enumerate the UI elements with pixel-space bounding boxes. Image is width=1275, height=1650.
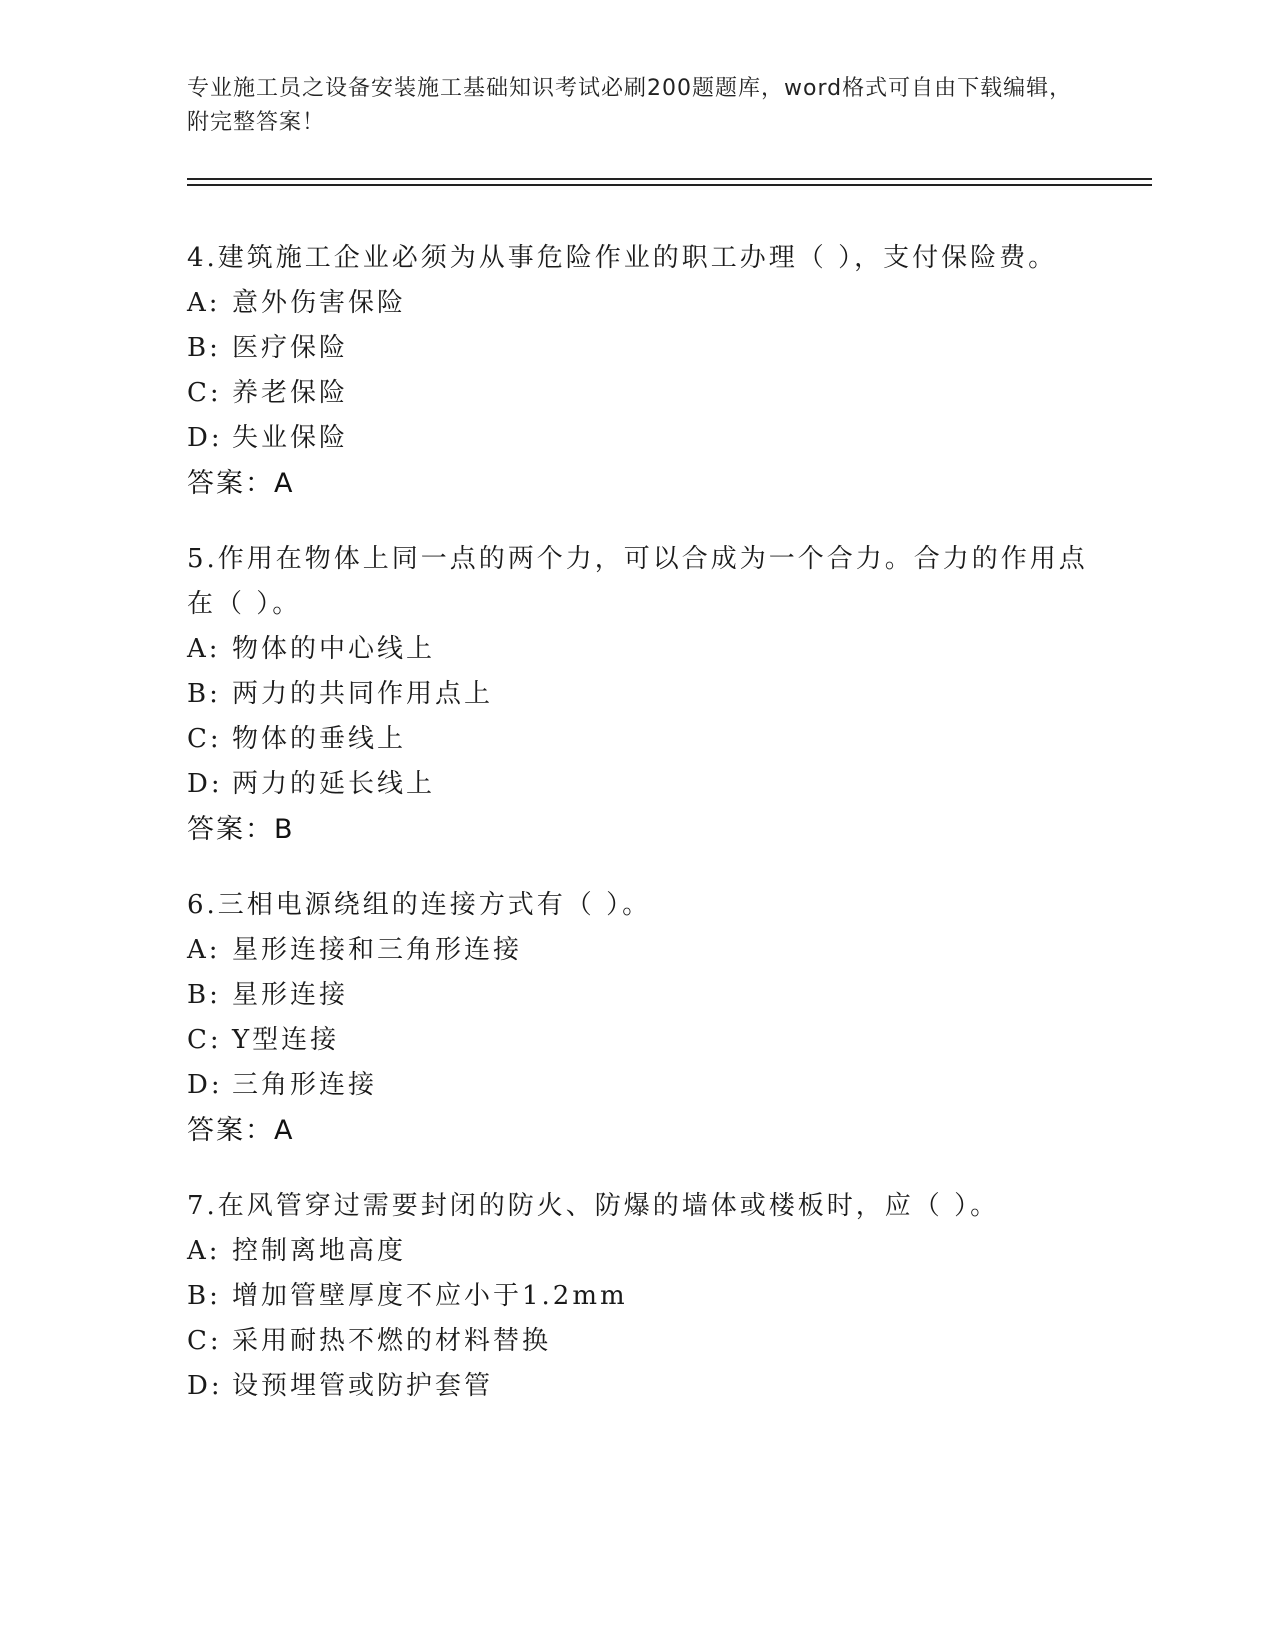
option-text: 控制离地高度 [232, 1236, 407, 1266]
option-text: 三角形连接 [232, 1070, 378, 1100]
option-letter: A: [187, 634, 221, 664]
header-divider-bottom [187, 184, 1152, 186]
option-text: 增加管壁厚度不应小于1.2mm [232, 1281, 628, 1311]
option-letter: C: [187, 1025, 222, 1055]
option-c [187, 371, 1107, 416]
answer-value: A [274, 1115, 295, 1146]
option-text: 两力的共同作用点上 [232, 679, 494, 709]
answer-value: B [274, 814, 295, 845]
option-text: 星形连接 [232, 980, 349, 1010]
option-letter: B: [187, 679, 221, 709]
header-divider-top [187, 178, 1152, 180]
option-text: Y型连接 [232, 1025, 340, 1055]
option-d [187, 762, 1107, 807]
option-letter: C: [187, 1326, 222, 1356]
option-text: 两力的延长线上 [232, 769, 436, 799]
option-d [187, 1063, 1107, 1108]
question-7 [187, 1184, 1107, 1409]
option-c [187, 1319, 1107, 1364]
option-text: 星形连接和三角形连接 [232, 935, 523, 965]
option-letter: C: [187, 724, 222, 754]
question-stem: 4.建筑施工企业必须为从事危险作业的职工办理（ ），支付保险费。 [187, 243, 1058, 273]
option-letter: D: [187, 1371, 223, 1401]
option-text: 医疗保险 [232, 333, 349, 363]
option-letter: A: [187, 288, 221, 318]
option-letter: D: [187, 1070, 223, 1100]
option-a [187, 627, 1107, 672]
option-b [187, 973, 1107, 1018]
option-text: 物体的垂线上 [232, 724, 407, 754]
option-letter: B: [187, 333, 221, 363]
option-text: 采用耐热不燃的材料替换 [232, 1326, 552, 1356]
option-letter: B: [187, 1281, 221, 1311]
answer-line [187, 1108, 1107, 1154]
question-stem: 7.在风管穿过需要封闭的防火、防爆的墙体或楼板时，应（ ）。 [187, 1191, 1000, 1221]
option-a [187, 928, 1107, 973]
document-title: 专业施工员之设备安装施工基础知识考试必刷200题题库，word格式可自由下载编辑，附完整答案！ [187, 76, 1073, 135]
option-d [187, 416, 1107, 461]
question-list [187, 236, 1107, 1439]
option-letter: C: [187, 378, 222, 408]
option-letter: A: [187, 935, 221, 965]
option-a [187, 281, 1107, 326]
option-b [187, 326, 1107, 371]
answer-line [187, 461, 1107, 507]
option-text: 设预埋管或防护套管 [232, 1371, 494, 1401]
option-letter: D: [187, 423, 223, 453]
option-b [187, 1274, 1107, 1319]
answer-label: 答案： [187, 468, 274, 499]
question-6 [187, 883, 1107, 1154]
answer-label: 答案： [187, 1115, 274, 1146]
question-5 [187, 537, 1107, 853]
option-text: 失业保险 [232, 423, 349, 453]
answer-line [187, 807, 1107, 853]
option-d [187, 1364, 1107, 1409]
option-letter: D: [187, 769, 223, 799]
option-text: 物体的中心线上 [232, 634, 436, 664]
question-4 [187, 236, 1107, 507]
document-header [187, 72, 1087, 140]
answer-value: A [274, 468, 295, 499]
question-stem: 5.作用在物体上同一点的两个力，可以合成为一个合力。合力的作用点在（ ）。 [187, 544, 1088, 619]
option-text: 意外伤害保险 [232, 288, 407, 318]
question-stem: 6.三相电源绕组的连接方式有（ ）。 [187, 890, 652, 920]
option-letter: B: [187, 980, 221, 1010]
option-text: 养老保险 [232, 378, 349, 408]
option-c [187, 717, 1107, 762]
option-b [187, 672, 1107, 717]
option-c [187, 1018, 1107, 1063]
option-a [187, 1229, 1107, 1274]
option-letter: A: [187, 1236, 221, 1266]
answer-label: 答案： [187, 814, 274, 845]
